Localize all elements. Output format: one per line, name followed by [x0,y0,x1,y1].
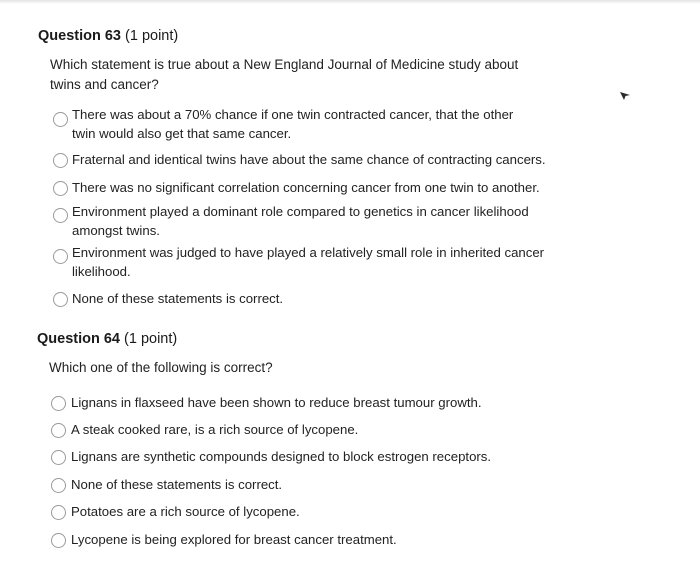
option-label[interactable]: Lignans are synthetic compounds designed to block estrogen receptors. [71,449,492,464]
question-prompt: Which statement is true about a New England Journal of Medicine study about twins and cancer? [50,57,519,92]
radio-button[interactable] [51,478,66,493]
option-label[interactable]: Fraternal and identical twins have about the same chance of contracting cancers. [72,152,546,167]
question-points: (1 point) [125,28,179,44]
option-label[interactable]: A steak cooked rare, is a rich source of lycopene. [71,422,359,437]
option-label[interactable]: Lycopene is being explored for breast cancer treatment. [71,532,397,547]
radio-button[interactable] [53,112,68,127]
question-number: Question 64 [37,331,120,347]
option-label[interactable]: Environment was judged to have played a relatively small role in inherited cancer likelihood. [72,245,545,279]
radio-button[interactable] [51,533,66,548]
option-label[interactable]: There was no significant correlation concerning cancer from one twin to another. [72,180,540,195]
option-label[interactable]: Lignans in flaxseed have been shown to reduce breast tumour growth. [71,395,482,410]
question-points: (1 point) [124,331,178,347]
option-label[interactable]: Potatoes are a rich source of lycopene. [71,504,300,519]
radio-button[interactable] [51,396,66,411]
question-number: Question 63 [38,28,121,44]
radio-button[interactable] [53,153,68,168]
radio-button[interactable] [53,181,68,196]
option-label[interactable]: None of these statements is correct. [71,477,283,492]
radio-button[interactable] [51,423,66,438]
radio-button[interactable] [53,208,68,223]
radio-button[interactable] [51,450,66,465]
option-label[interactable]: There was about a 70% chance if one twin contracted cancer, that the other twin would also get that same cancer. [72,107,514,141]
question-title [37,331,177,347]
mouse-pointer-icon [618,88,632,102]
radio-button[interactable] [53,292,68,307]
option-label[interactable]: None of these statements is correct. [72,291,284,306]
radio-button[interactable] [53,249,68,264]
question-prompt: Which one of the following is correct? [49,360,273,375]
top-divider [0,0,700,4]
option-label[interactable]: Environment played a dominant role compared to genetics in cancer likelihood amongst twins. [72,204,529,238]
question-title [38,28,178,44]
radio-button[interactable] [51,505,66,520]
